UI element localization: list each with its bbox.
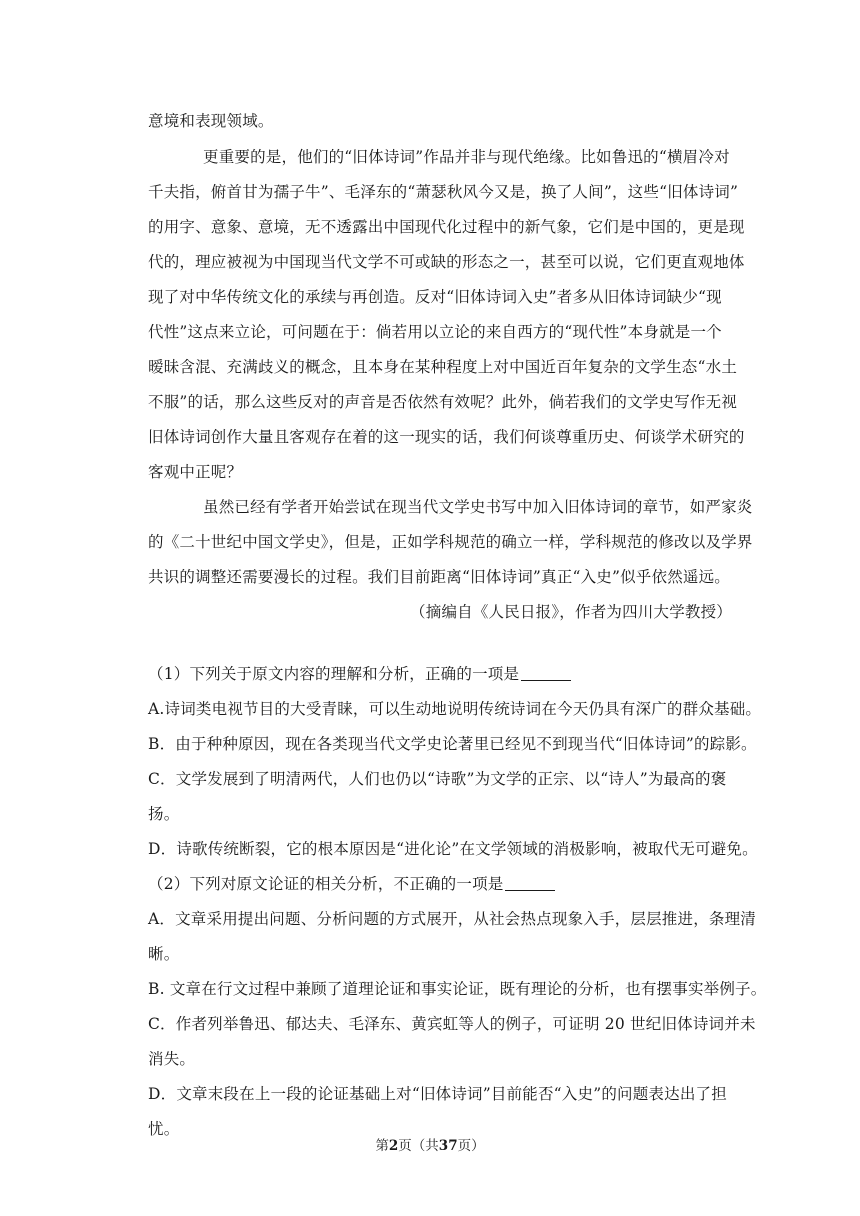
passage-line: 旧体诗词创作大量且客观存在着的这一现实的话，我们何谈尊重历史、何谈学术研究的: [148, 428, 745, 446]
passage-source: （摘编自《人民日报》，作者为四川大学教授）: [410, 603, 732, 621]
passage-line: 暧昧含混、充满歧义的概念，且本身在某种程度上对中国近百年复杂的文学生态“水土: [148, 358, 738, 376]
passage-line: 虽然已经有学者开始尝试在现当代文学史书写中加入旧体诗词的章节，如严家炎: [203, 498, 753, 516]
question-2-option-d: D．文章末段在上一段的论证基础上对“旧体诗词”目前能否“入史”的问题表达出了担: [148, 1085, 727, 1103]
passage-line: 不服”的话，那么这些反对的声音是否依然有效呢？此外，倘若我们的文学史写作无视: [148, 393, 738, 411]
question-1-option-c-cont: 扬。: [148, 805, 180, 823]
question-1-option-b: B．由于种种原因，现在各类现当代文学史论著里已经见不到现当代“旧体诗词”的踪影。: [148, 735, 757, 753]
footer-page-number: 2: [388, 1138, 399, 1154]
question-2-stem-text: （2）下列对原文论证的相关分析，不正确的一项是: [148, 875, 504, 893]
question-2-stem: [148, 874, 734, 894]
footer-middle: 页（共: [398, 1138, 439, 1154]
passage-line: 客观中正呢？: [148, 463, 243, 481]
passage-line: 意境和表现领域。: [148, 112, 274, 130]
question-1-option-c: C．文学发展到了明清两代，人们也仍以“诗歌”为文学的正宗、以“诗人”为最高的褒: [148, 770, 727, 788]
passage-line: 代的，理应被视为中国现当代文学不可或缺的形态之一，甚至可以说，它们更直观地体: [148, 253, 745, 271]
question-2-option-d-cont: 忧。: [148, 1120, 180, 1138]
page-footer: [0, 1137, 860, 1155]
question-2-option-a-cont: 晰。: [148, 945, 180, 963]
answer-blank: [521, 666, 571, 681]
passage-line: 共识的调整还需要漫长的过程。我们目前距离“旧体诗词”真正“入史”似乎依然遥远。: [148, 568, 730, 586]
passage-line: 千夫指，俯首甘为孺子牛”、毛泽东的“萧瑟秋风今又是，换了人间”，这些“旧体诗词”: [148, 183, 739, 201]
question-1-option-d: D．诗歌传统断裂，它的根本原因是“进化论”在文学领域的消极影响，被取代无可避免。: [148, 840, 758, 858]
footer-suffix: 页）: [457, 1138, 485, 1154]
question-2-option-c: C．作者列举鲁迅、郁达夫、毛泽东、黄宾虹等人的例子，可证明 20 世纪旧体诗词并未: [148, 1015, 756, 1033]
passage-line: 更重要的是，他们的“旧体诗词”作品并非与现代绝缘。比如鲁迅的“横眉冷对: [203, 148, 730, 166]
question-1-option-a: A.诗词类电视节目的大受青睐，可以生动地说明传统诗词在今天仍具有深广的群众基础。: [148, 700, 762, 718]
footer-prefix: 第: [375, 1138, 389, 1154]
passage-line: 现了对中华传统文化的承续与再创造。反对“旧体诗词入史”者多从旧体诗词缺少“现: [148, 288, 722, 306]
question-2-option-b: B. 文章在行文过程中兼顾了道理论证和事实论证，既有理论的分析，也有摆事实举例子。: [148, 980, 767, 998]
passage-line: 的《二十世纪中国文学史》，但是，正如学科规范的确立一样，学科规范的修改以及学界: [148, 533, 753, 551]
passage-line: 代性”这点来立论，可问题在于：倘若用以立论的来自西方的“现代性”本身就是一个: [148, 323, 722, 341]
question-1-stem: [148, 664, 734, 684]
answer-blank: [505, 876, 555, 891]
question-2-option-c-cont: 消失。: [148, 1050, 196, 1068]
question-1-stem-text: （1）下列关于原文内容的理解和分析，正确的一项是: [148, 665, 520, 683]
footer-total-pages: 37: [438, 1138, 458, 1154]
passage-line: 的用字、意象、意境，无不透露出中国现代化过程中的新气象，它们是中国的，更是现: [148, 218, 745, 236]
question-2-option-a: A．文章采用提出问题、分析问题的方式展开，从社会热点现象入手，层层推进，条理清: [148, 910, 756, 928]
